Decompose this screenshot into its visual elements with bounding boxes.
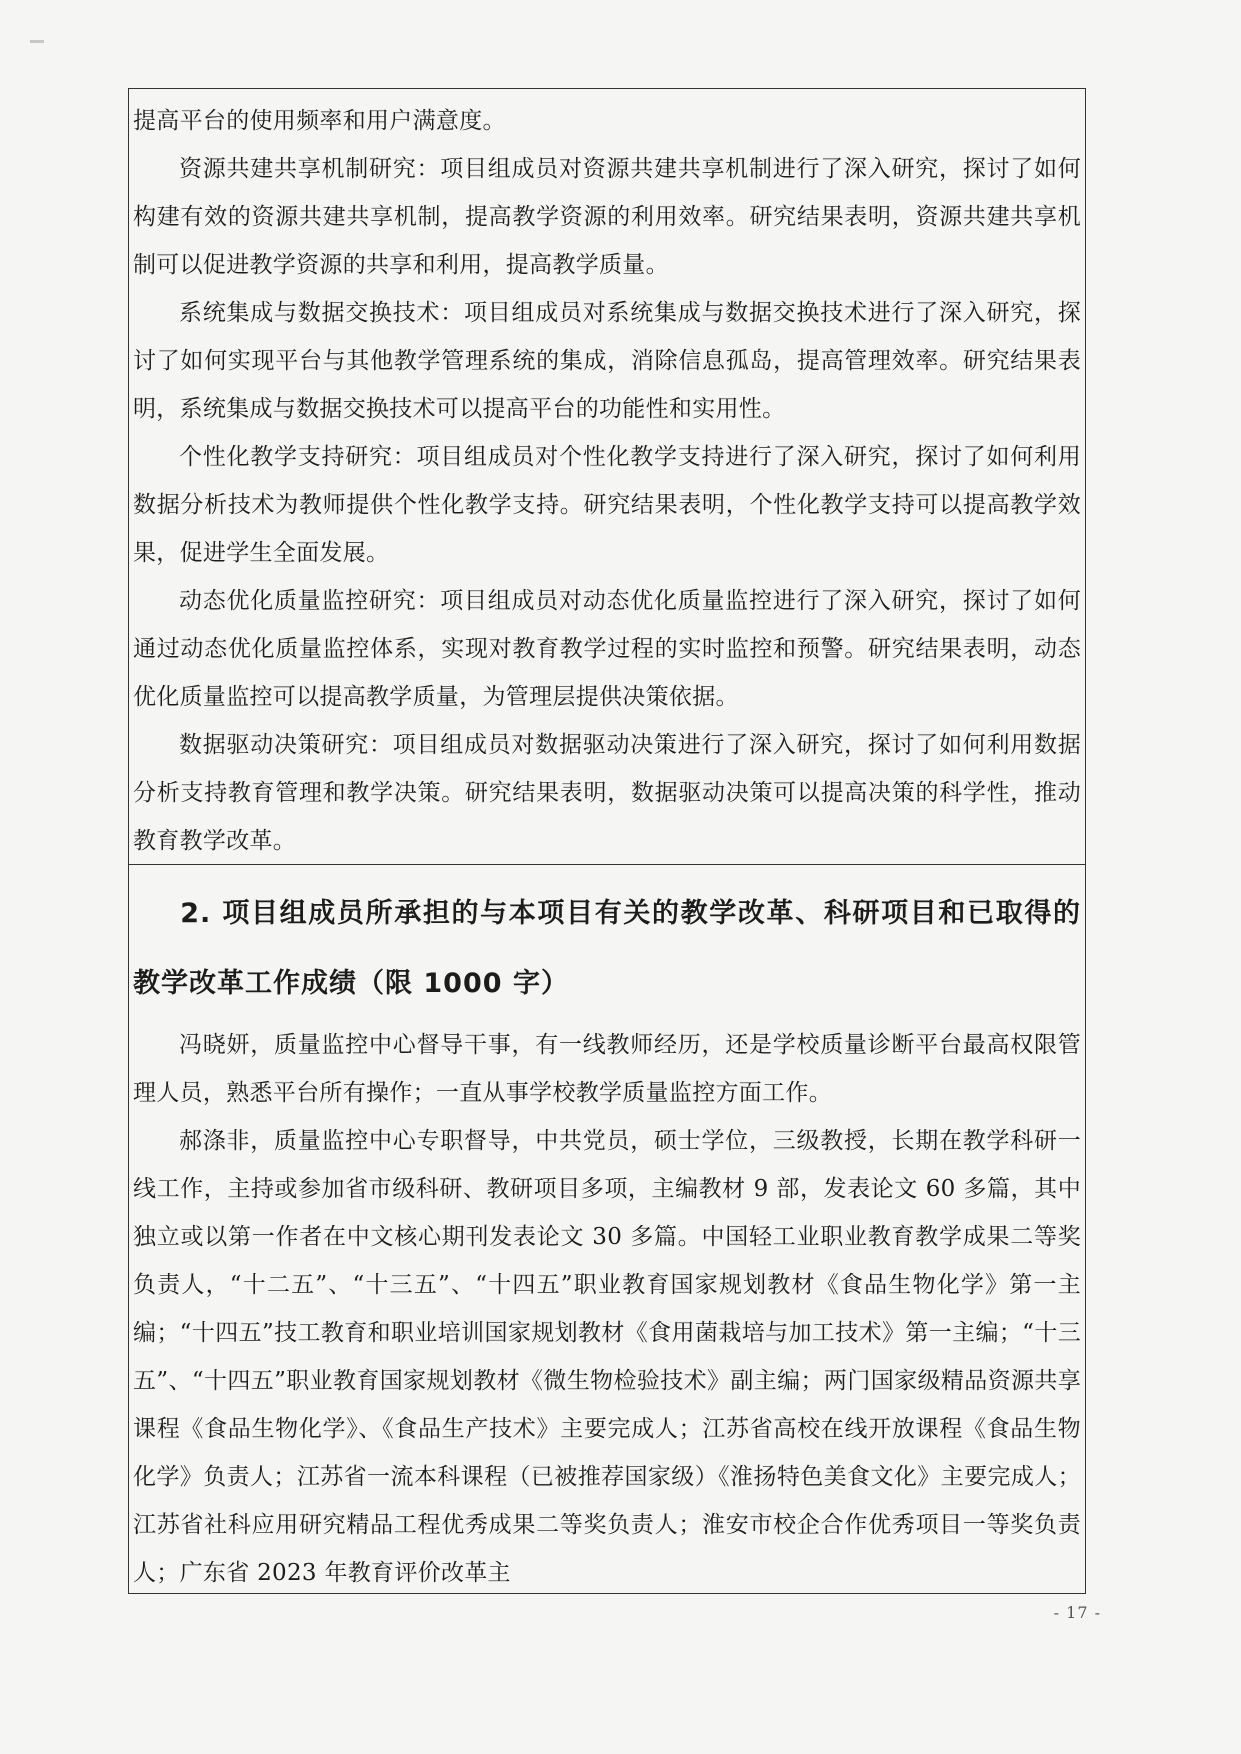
paragraph-resource-sharing: 资源共建共享机制研究：项目组成员对资源共建共享机制进行了深入研究，探讨了如何构建有效的资源共建共享机制，提高教学资源的利用效率。研究结果表明，资源共建共享机制可以促进教学资源的共享和利用，提高教学质量。 [133,156,1081,278]
paragraph-member-hao: 郝涤非，质量监控中心专职督导，中共党员，硕士学位，三级教授，长期在教学科研一线工作，主持或参加省市级科研、教研项目多项，主编教材 9 部，发表论文 60 多篇，其中独立或以第一作者在中文核心期刊发表论文 30 多篇。中国轻工业职业教育教学成果二等奖负责人，“十二五”、“十三五”、“十四五”职业教育国家规划教材《食品生物化学》第一主编；“十四五”技工教育和职业培训国家规划教材《食用菌栽培与加工技术》第一主编；“十三五”、“十四五”职业教育国家规划教材《微生物检验技术》副主编；两门国家级精品资源共享课程《食品生物化学》、《食品生产技术》主要完成人；江苏省高校在线开放课程《食品生物化学》负责人；江苏省一流本科课程（已被推荐国家级）《淮扬特色美食文化》主要完成人；江苏省社科应用研究精品工程优秀成果二等奖负责人；淮安市校企合作优秀项目一等奖负责人；广东省 2023 年教育评价改革主 [133,1128,1081,1586]
section-heading: 2. 项目组成员所承担的与本项目有关的教学改革、科研项目和已取得的教学改革工作成绩（限 1000 字） [133,898,1081,999]
paragraph-member-feng: 冯晓妍，质量监控中心督导干事，有一线教师经历，还是学校质量诊断平台最高权限管理人员，熟悉平台所有操作；一直从事学校教学质量监控方面工作。 [133,1032,1081,1106]
member-achievements-cell [129,865,1085,1593]
paragraph-system-integration: 系统集成与数据交换技术：项目组成员对系统集成与数据交换技术进行了深入研究，探讨了如何实现平台与其他教学管理系统的集成，消除信息孤岛，提高管理效率。研究结果表明，系统集成与数据交换技术可以提高平台的功能性和实用性。 [133,300,1081,422]
form-table [128,88,1086,1594]
page-number: - 17 - [1053,1603,1101,1622]
scan-artifact [30,40,44,43]
paragraph-continuation: 提高平台的使用频率和用户满意度。 [133,108,506,134]
paragraph-quality-monitoring: 动态优化质量监控研究：项目组成员对动态优化质量监控进行了深入研究，探讨了如何通过动态优化质量监控体系，实现对教育教学过程的实时监控和预警。研究结果表明，动态优化质量监控可以提高教学质量，为管理层提供决策依据。 [133,588,1081,710]
research-content-cell [129,89,1085,865]
paragraph-data-driven-decision: 数据驱动决策研究：项目组成员对数据驱动决策进行了深入研究，探讨了如何利用数据分析支持教育管理和教学决策。研究结果表明，数据驱动决策可以提高决策的科学性，推动教育教学改革。 [133,732,1081,854]
paragraph-personalized-teaching: 个性化教学支持研究：项目组成员对个性化教学支持进行了深入研究，探讨了如何利用数据分析技术为教师提供个性化教学支持。研究结果表明，个性化教学支持可以提高教学效果，促进学生全面发展。 [133,444,1081,566]
member-bios [133,1021,1081,1593]
